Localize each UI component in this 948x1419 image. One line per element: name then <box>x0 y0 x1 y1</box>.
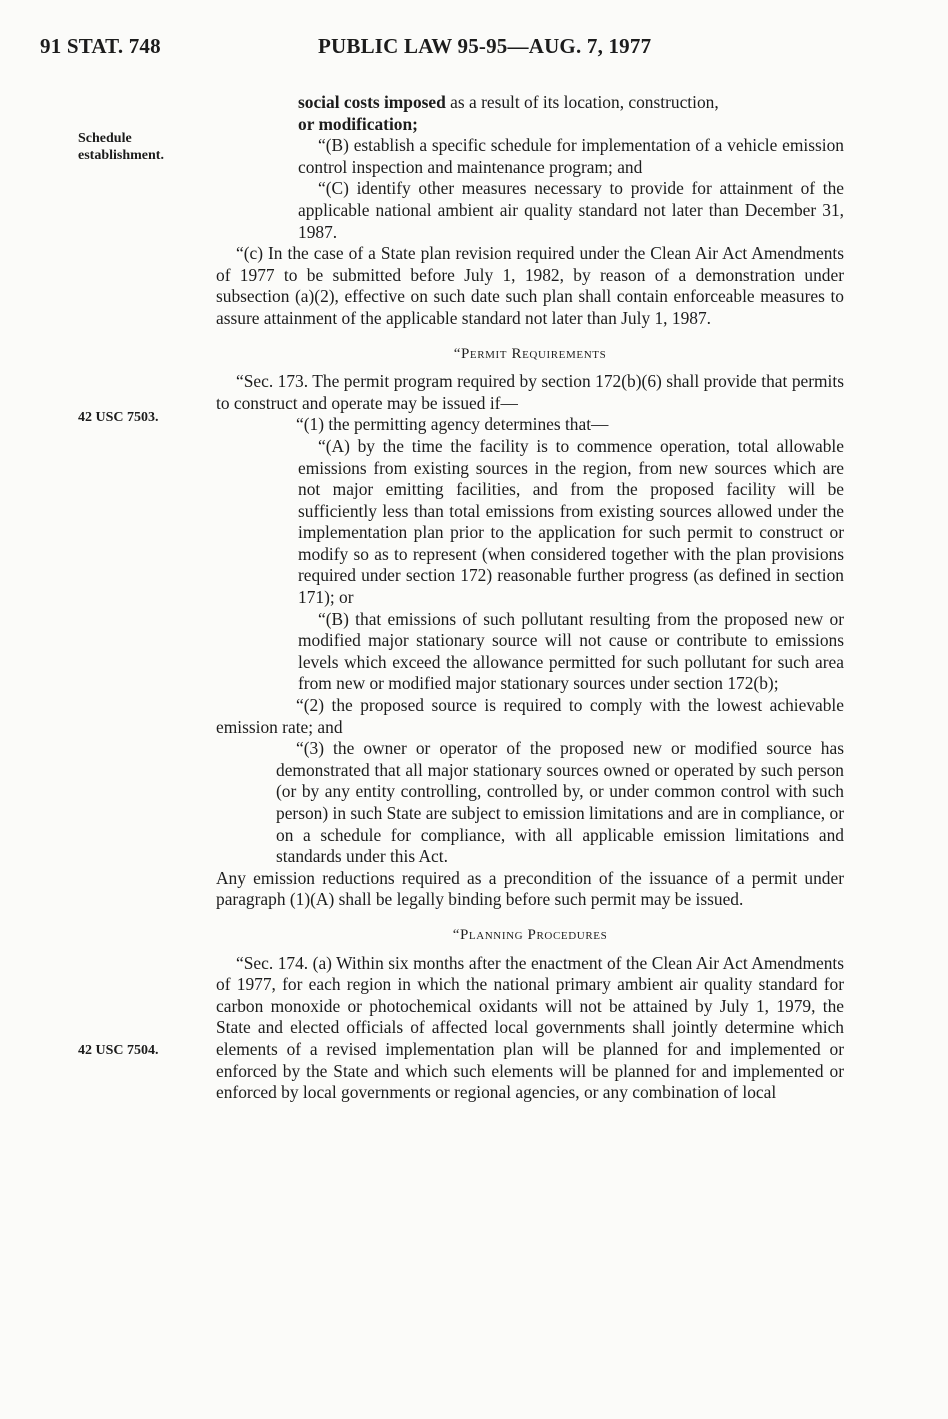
paragraph-text: “(B) establish a specific schedule for implementation of a vehicle emission control inspection and maintenance program; and <box>298 135 844 177</box>
paragraph-1-permitting-agency <box>216 414 844 436</box>
section-heading-permit-requirements: “Permit Requirements <box>453 345 607 362</box>
paragraph-sec-174: “Sec. 174. (a) Within six months after the enactment of the Clean Air Act Amendments of 1977, for each region in which the national primary ambient air quality standard for carbon monoxide or photochemical oxidants will not be attained by July 1, 1979, the State and elected officials of affected local governments shall jointly determine which elements of a revised implementation plan will be planned for and implemented or enforced by the State and which such elements will be planned for and implemented or enforced by local governments or regional agencies, or any combination of local <box>216 952 844 1103</box>
paragraph-text: “(C) identify other measures necessary to provide for attainment of the applicable national ambient air quality standard not later than December 31, 1987. <box>298 178 844 242</box>
paragraph-c-measures <box>216 178 844 243</box>
margin-note-usc-7504: 42 USC 7504. <box>78 1043 159 1058</box>
margin-note-usc-7503: 42 USC 7503. <box>78 410 159 425</box>
paragraph-b-schedule <box>216 135 844 178</box>
paragraph-text: “(A) by the time the facility is to commence operation, total allowable emissions from existing sources in the region, from new sources which are not major emitting facilities, and from the proposed facility will be sufficiently less than total emissions from existing sources allowed under the implementation plan prior to the application for such permit to construct or modify so as to represent (when considered together with the plan provisions required under section 172) reasonable further progress (as defined in section 171); or <box>298 435 844 608</box>
paragraph-text: “(3) the owner or operator of the proposed new or modified source has demonstrated that all major stationary sources owned or operated by such person (or by any entity controlling, controlled by, or under common control with such person) in such State are subject to emission limitations and are in compliance, or on a schedule for compliance, with all applicable emission limitations and standards under this Act. <box>276 738 844 867</box>
section-heading-planning-procedures: “Planning Procedures <box>452 926 608 943</box>
paragraph-text: “(1) the permitting agency determines that— <box>296 414 609 435</box>
statute-page-number: 91 STAT. 748 <box>40 34 161 58</box>
margin-note-schedule <box>78 130 164 164</box>
paragraph-text: “(2) the proposed source is required to comply with the lowest achievable emission rate; and <box>216 695 844 737</box>
paragraph-b-emissions <box>216 609 844 695</box>
page-title: PUBLIC LAW 95-95—AUG. 7, 1977 <box>318 34 652 58</box>
paragraph-sec-173: “Sec. 173. The permit program required by section 172(b)(6) shall provide that permits to construct and operate may be issued if— <box>216 371 844 413</box>
paragraph-text: “(B) that emissions of such pollutant resulting from the proposed new or modified major stationary source will not cause or contribute to emissions levels which exceed the allowance permitted for such pollutant for such area from new or modified major stationary sources under section 172(b); <box>298 608 844 694</box>
bold-phrase: social costs imposed <box>298 92 446 112</box>
paragraph-state-plan-revision: “(c) In the case of a State plan revision required under the Clean Air Act Amendments of 1977 to be submitted before July 1, 1982, by reason of a demonstration under subsection (a)(2), effective on such date such plan shall contain enforceable measures to assure attainment of the applicable standard not later than July 1, 1987. <box>216 243 844 328</box>
margin-note-schedule-line1: Schedule <box>78 131 132 146</box>
paragraph-text: as a result of its location, construction, <box>445 92 719 112</box>
paragraph-social-costs <box>216 92 844 135</box>
bold-phrase-2: or modification; <box>298 113 418 134</box>
document-body <box>216 92 844 1104</box>
paragraph-3-owner-operator <box>216 738 844 868</box>
paragraph-emission-reductions: Any emission reductions required as a precondition of the issuance of a permit under paragraph (1)(A) shall be legally binding before such permit may be issued. <box>216 867 844 910</box>
paragraph-2-lowest-rate <box>216 695 844 738</box>
margin-note-schedule-line2: establishment. <box>78 148 164 163</box>
paragraph-a-facility <box>216 436 844 609</box>
